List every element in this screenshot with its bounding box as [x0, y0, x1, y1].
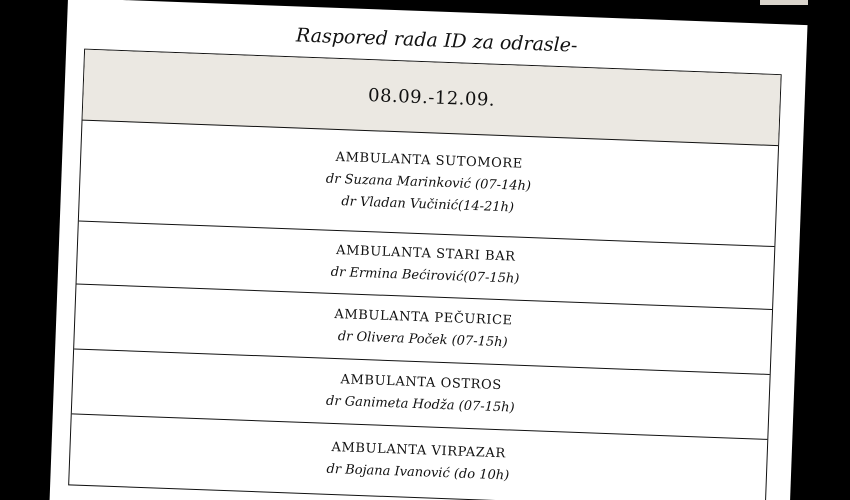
doctor-shift: dr Vladan Vučinić(14-21h)	[341, 194, 515, 216]
ambulance-name: AMBULANTA OSTROS	[340, 372, 503, 394]
doctor-shift: dr Olivera Poček (07-15h)	[337, 329, 508, 351]
date-range-header: 08.09.-12.09.	[83, 50, 781, 146]
doctor-shift: dr Ganimeta Hodža (07-15h)	[325, 393, 515, 416]
doctor-shift: dr Ermina Bećirović(07-15h)	[330, 264, 520, 287]
document-title: Raspored rada ID za odrasle-	[295, 24, 578, 57]
ambulance-name: AMBULANTA VIRPAZAR	[331, 439, 507, 462]
top-edge-strip	[760, 0, 808, 5]
doctor-shift: dr Bojana Ivanović (do 10h)	[326, 461, 510, 484]
schedule-table	[68, 49, 782, 500]
ambulance-name: AMBULANTA PEČURICE	[334, 306, 513, 329]
ambulance-name: AMBULANTA STARI BAR	[335, 243, 516, 265]
ambulance-name: AMBULANTA SUTOMORE	[335, 149, 524, 172]
doctor-shift: dr Suzana Marinković (07-14h)	[325, 171, 532, 195]
schedule-document	[48, 0, 807, 500]
